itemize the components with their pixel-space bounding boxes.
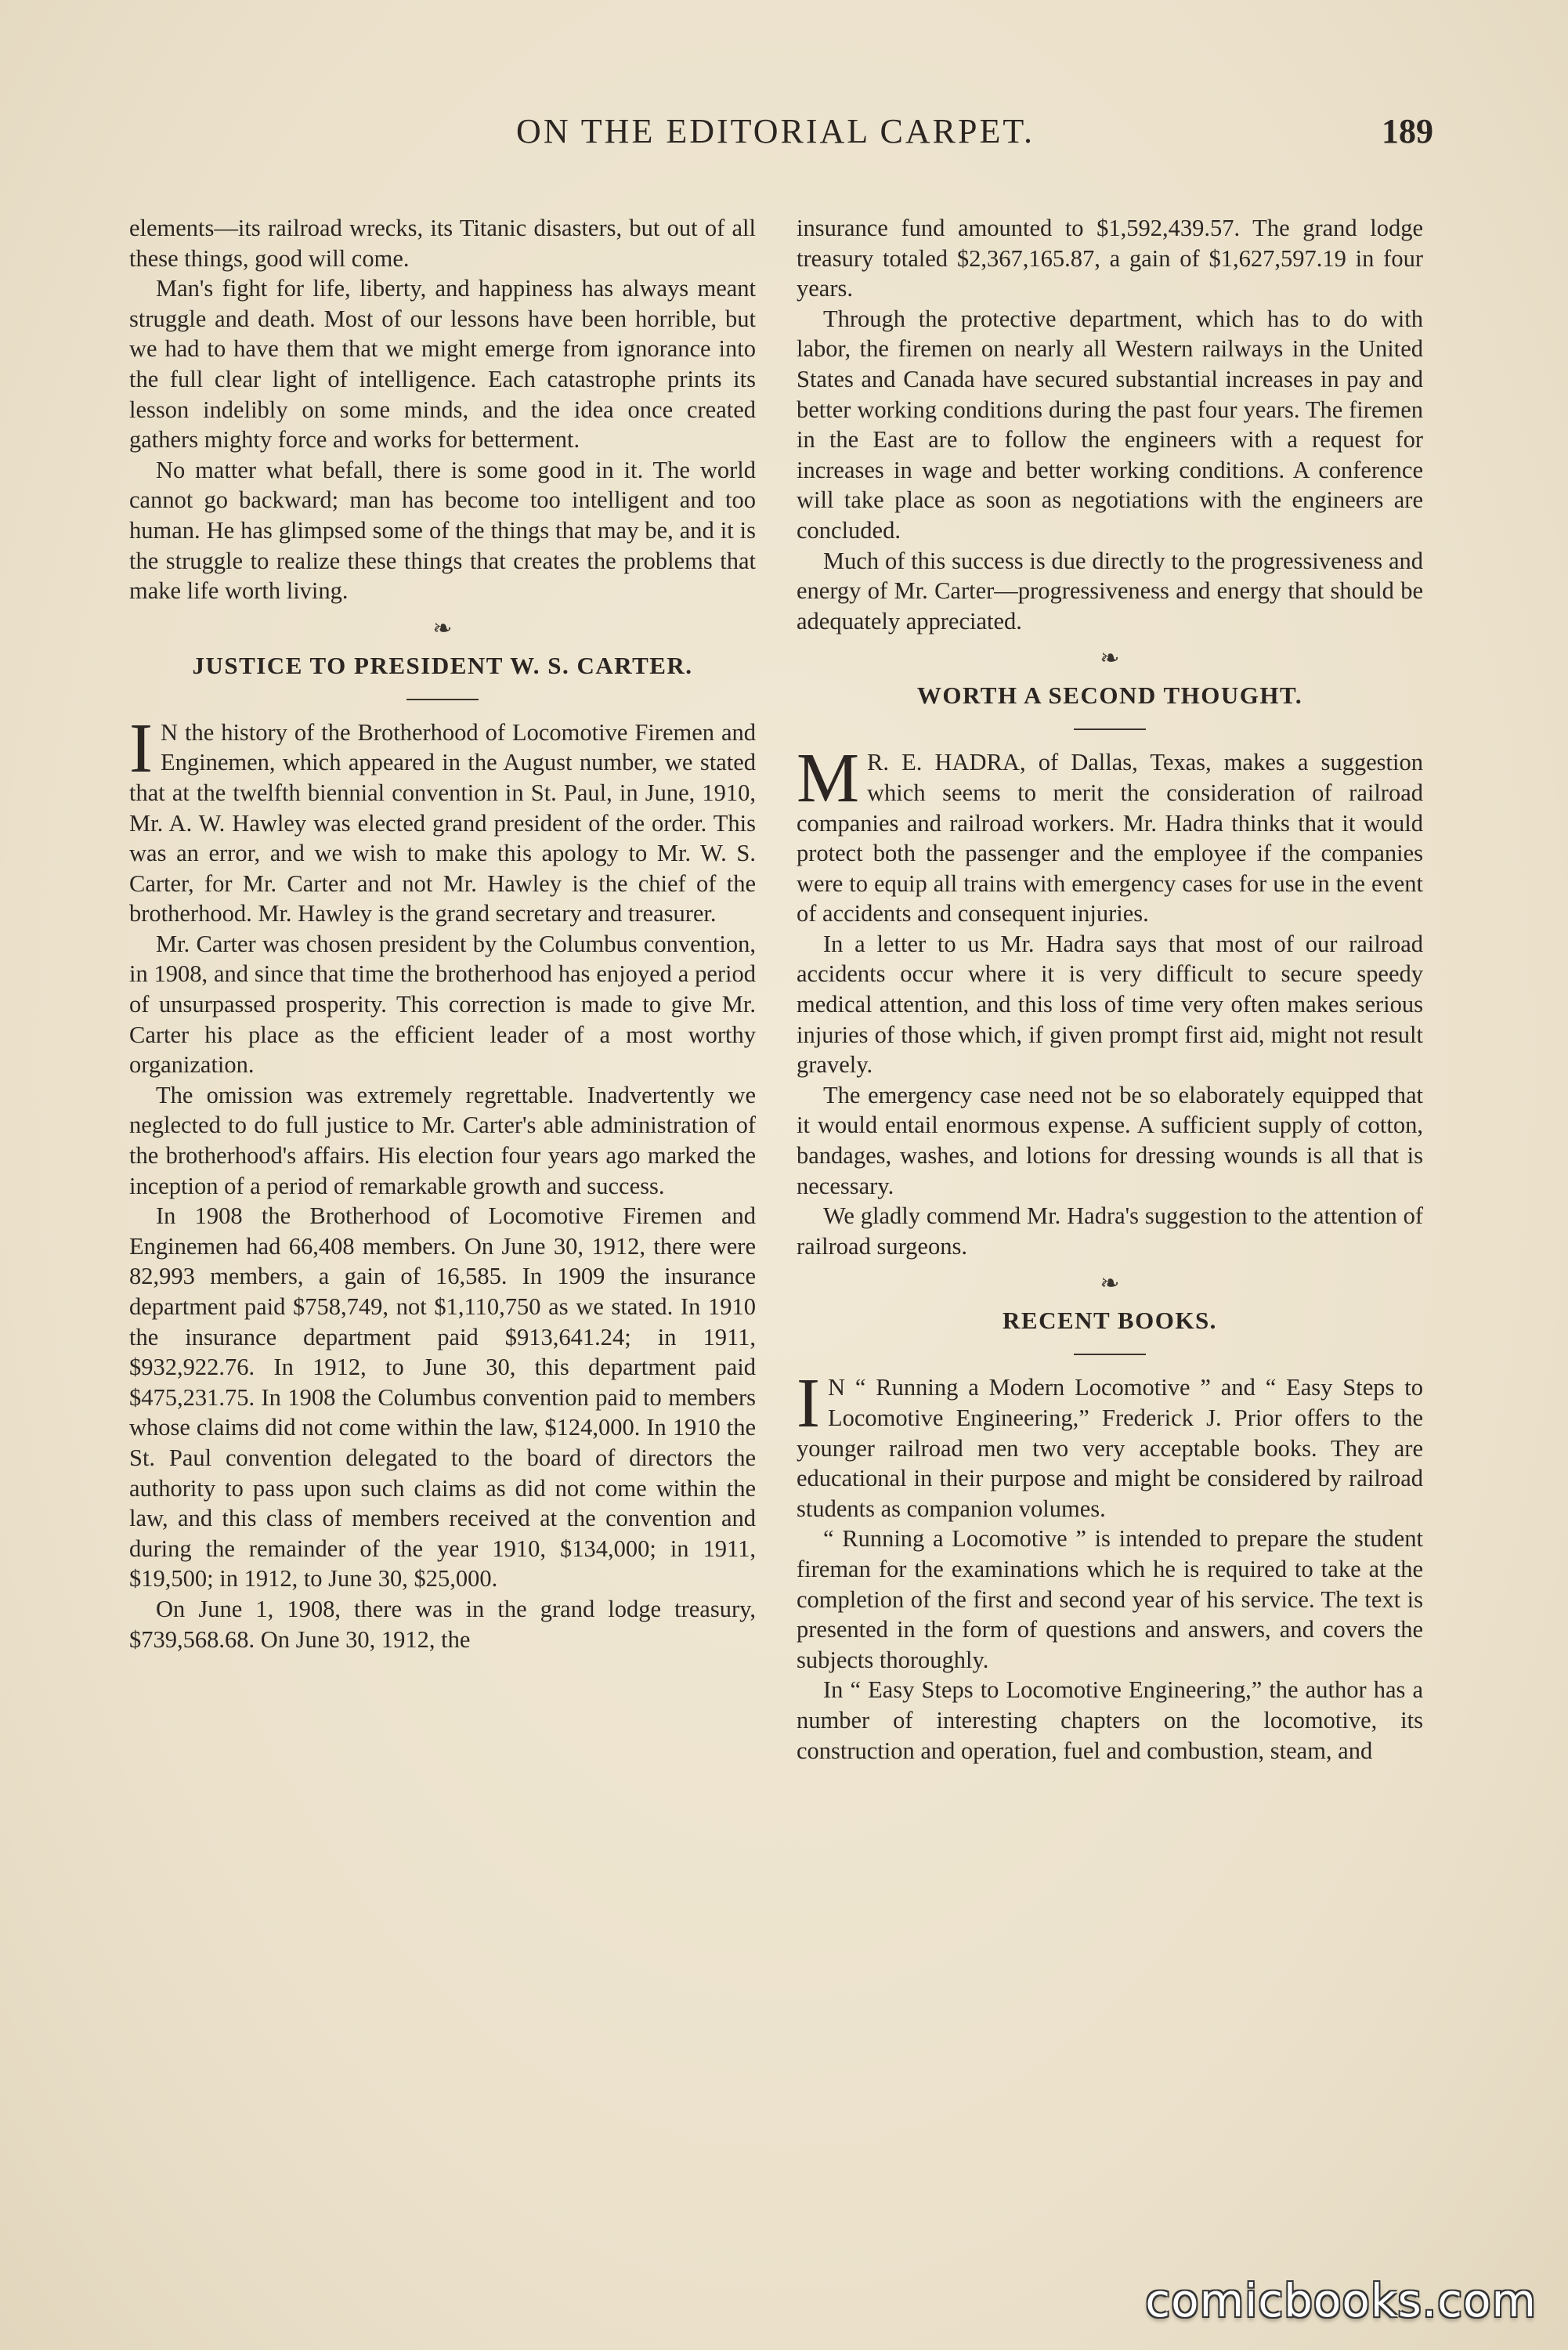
paragraph: The omission was extremely regrettable. Inadvertently we neglected to do full justice to Mr. Carter's able administration of the brotherhood's affairs. His election four years ago marked the inception of a period of remarkable growth and success. bbox=[129, 1081, 756, 1199]
heading-rule bbox=[1074, 728, 1146, 730]
paragraph bbox=[797, 1365, 1423, 1524]
drop-cap: I bbox=[129, 709, 153, 787]
paragraph: No matter what befall, there is some good in it. The world cannot go backward; man has become too intelligent and too human. He has glimpsed some of the things that may be, and it is the struggle to realize these things that creates the problems that make life worth living. bbox=[129, 456, 756, 605]
paragraph: Much of this success is due directly to the progressiveness and energy of Mr. Carter—progressiveness and energy that should be adequately appreciated. bbox=[797, 547, 1423, 634]
paragraph-text: N the history of the Brotherhood of Locomotive Firemen and Enginemen, which appeared in the August number, we stated that at the twelfth biennial convention in St. Paul, in June, 1910, Mr. A. W. Hawley was elected grand president of the order. This was an error, and we wish to make this apology to Mr. W. S. Carter, for Mr. Carter and not Mr. Hawley is the chief of the brotherhood. Mr. Hawley is the grand secretary and treasurer. bbox=[129, 718, 756, 927]
running-title: ON THE EDITORIAL CARPET. bbox=[516, 112, 1035, 150]
section-heading: RECENT BOOKS. bbox=[1003, 1307, 1217, 1335]
paragraph: We gladly commend Mr. Hadra's suggestion to the attention of railroad surgeons. bbox=[797, 1202, 1423, 1260]
paragraph: The emergency case need not be so elaborately equipped that it would entail enormous expense. A sufficient supply of cotton, bandages, washes, and lotions for dressing wounds is all that is necessary. bbox=[797, 1081, 1423, 1199]
paragraph: elements—its railroad wrecks, its Titanic disasters, but out of all these things, good will come. bbox=[129, 215, 756, 272]
section-ornament: ❧ bbox=[1100, 1271, 1120, 1297]
paragraph: Mr. Carter was chosen president by the Columbus convention, in 1908, and since that time the brotherhood has enjoyed a period of unsurpassed prosperity. This correction is made to give Mr. Carter his place as the efficient leader of a most worthy organization. bbox=[129, 930, 756, 1079]
paragraph bbox=[797, 739, 1423, 929]
paragraph: insurance fund amounted to $1,592,439.57. The grand lodge treasury totaled $2,367,165.87, a gain of $1,627,597.19 in four years. bbox=[797, 215, 1423, 302]
paragraph bbox=[129, 709, 756, 929]
drop-cap: M bbox=[797, 739, 860, 818]
section-heading: WORTH A SECOND THOUGHT. bbox=[916, 682, 1303, 710]
right-column bbox=[797, 213, 1423, 1766]
paragraph: Through the protective department, which has to do with labor, the firemen on nearly all Western railways in the United States and Canada have secured substantial increases in pay and better working conditions during the past four years. The firemen in the East are to follow the engineers with a request for increases in wage and better working conditions. A conference will take place as soon as negotiations with the engineers are concluded. bbox=[797, 305, 1423, 544]
paragraph: In “ Easy Steps to Locomotive Engineering,” the author has a number of interesting chapters on the locomotive, its construction and operation, fuel and combustion, steam, and bbox=[797, 1676, 1423, 1764]
paragraph-text: R. E. HADRA, of Dallas, Texas, makes a suggestion which seems to merit the consideration of railroad companies and railroad workers. Mr. Hadra thinks that it would protect both the passenger and the employee if the companies were to equip all trains with emergency cases for use in the event of accidents and consequent injuries. bbox=[797, 749, 1423, 927]
paragraph: In a letter to us Mr. Hadra says that most of our railroad accidents occur where it is very difficult to secure speedy medical attention, and this loss of time very often makes serious injuries of those which, if given prompt first aid, might not result gravely. bbox=[797, 930, 1423, 1079]
running-head bbox=[117, 100, 1433, 163]
paragraph: “ Running a Locomotive ” is intended to prepare the student fireman for the examinations which he is required to take at the completion of the first and second year of his service. The text is presented in the form of questions and answers, and covers the subjects thoroughly. bbox=[797, 1525, 1423, 1673]
paragraph: On June 1, 1908, there was in the grand lodge treasury, $739,568.68. On June 30, 1912, the bbox=[129, 1595, 756, 1653]
section-ornament: ❧ bbox=[432, 615, 453, 642]
paragraph: Man's fight for life, liberty, and happiness has always meant struggle and death. Most of our lessons have been horrible, but we had to have them that we might emerge from ignorance into the full clear light of intelligence. Each catastrophe prints its lesson indelibly on some minds, and the idea once created gathers mighty force and works for betterment. bbox=[129, 275, 756, 454]
section-ornament: ❧ bbox=[1100, 645, 1120, 672]
page-number: 189 bbox=[1382, 112, 1433, 150]
section-heading: JUSTICE TO PRESIDENT W. S. CARTER. bbox=[192, 651, 693, 679]
watermark: comicbooks.com bbox=[1145, 2274, 1537, 2327]
drop-cap: I bbox=[797, 1365, 820, 1443]
paragraph-text: N “ Running a Modern Locomotive ” and “ Easy Steps to Locomotive Engineering,” Frederick J. Prior offers to the younger railroad men two very acceptable books. They are educational in their purpose and might be considered by railroad students as companion volumes. bbox=[797, 1374, 1423, 1522]
left-column bbox=[129, 213, 756, 1654]
heading-rule bbox=[1074, 1354, 1146, 1355]
paragraph: In 1908 the Brotherhood of Locomotive Firemen and Enginemen had 66,408 members. On June 30, 1912, there were 82,993 members, a gain of 16,585. In 1909 the insurance department paid $758,749, not $1,110,750 as we stated. In 1910 the insurance department paid $913,641.24; in 1911, $932,922.76. In 1912, to June 30, this department paid $475,231.75. In 1908 the Columbus convention paid to members whose claims did not come within the law, $124,000. In 1910 the St. Paul convention delegated to the board of directors the authority to pass upon such claims as did not come within the law, and this class of members received at the convention and during the remainder of the year 1910, $134,000; in 1911, $19,500; in 1912, to June 30, $25,000. bbox=[129, 1202, 756, 1593]
heading-rule bbox=[406, 699, 479, 700]
